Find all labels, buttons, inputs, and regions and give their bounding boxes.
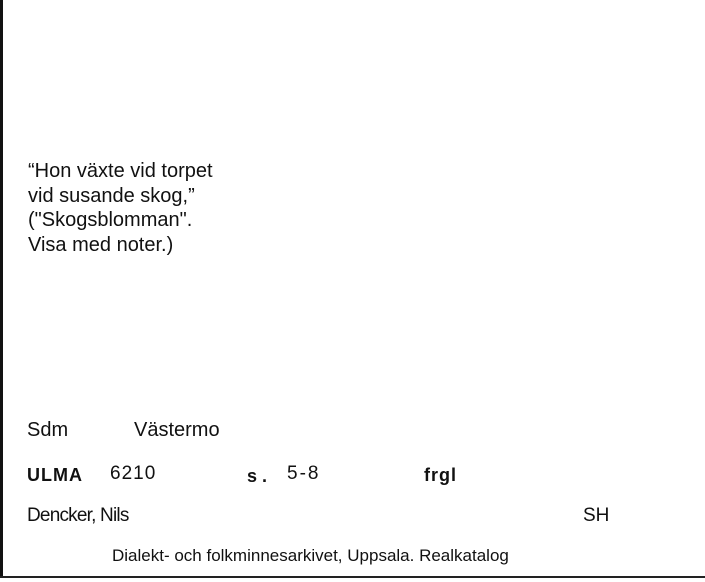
pages-prefix: s. [247,466,273,486]
card-left-edge [0,0,3,577]
verse-text [28,159,213,257]
verse-line: vid susande skog,” [28,184,195,207]
place-name: Västermo [134,419,220,441]
page-range: 5-8 [287,463,321,484]
verse-line: Visa med noter.) [28,233,174,256]
archive-code: ULMA [27,465,83,485]
card-bottom-edge [0,576,705,578]
region-code: Sdm [27,419,69,441]
record-number: 6210 [110,463,157,484]
archive-footer: Dialekt- och folkminnesarkivet, Uppsala. Realkatalog [112,546,509,565]
verse-line: “Hon växte vid torpet [28,160,213,182]
initials: SH [583,505,610,526]
category-code: frgl [424,465,457,485]
verse-line: ("Skogsblomman". [28,209,193,231]
collector-name: Dencker, Nils [27,505,129,526]
